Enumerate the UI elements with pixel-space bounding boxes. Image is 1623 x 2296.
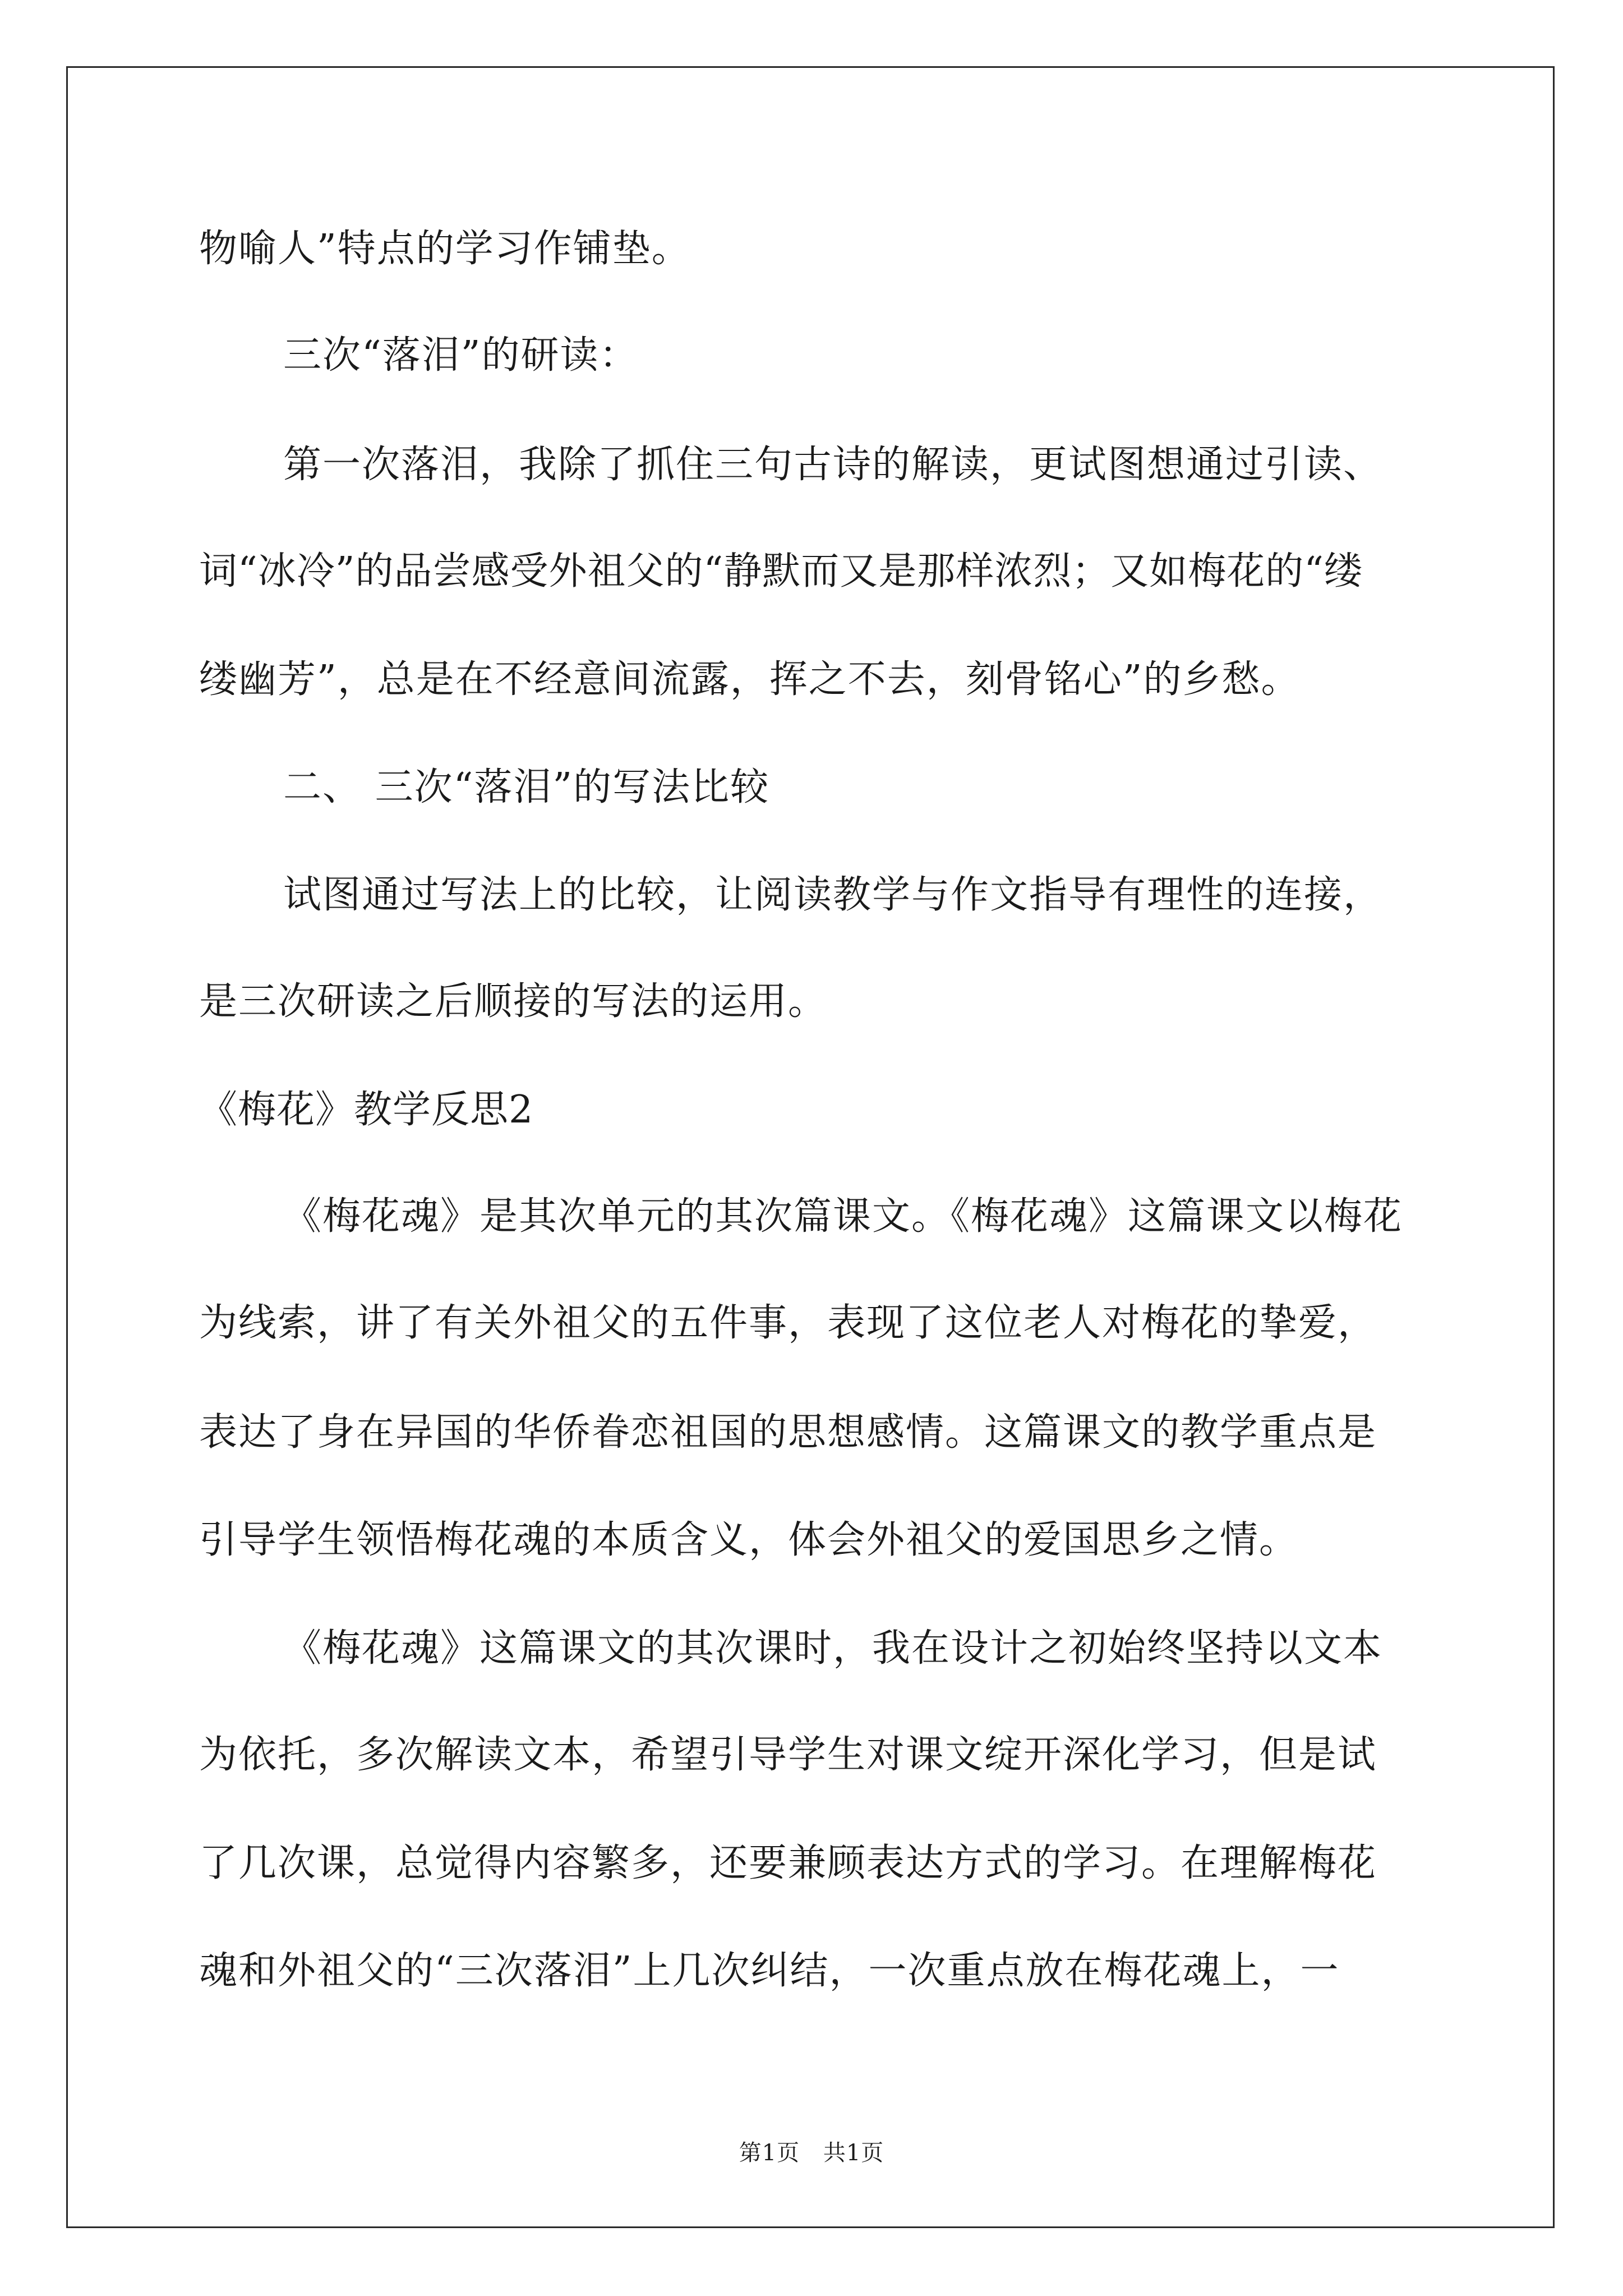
article-title: 《梅花》教学反思2 [199, 1088, 534, 1132]
text-line: 词“冰冷”的品尝感受外祖父的“静默而又是那样浓烈；又如梅花的“缕 [199, 549, 1363, 593]
text-line: 《梅花魂》这篇课文的其次课时，我在设计之初始终坚持以文本 [283, 1626, 1383, 1671]
text-line: 引导学生领悟梅花魂的本质含义，体会外祖父的爱国思乡之情。 [199, 1518, 1299, 1562]
text-line: 魂和外祖父的“三次落泪”上几次纠结，一次重点放在梅花魂上，一 [199, 1949, 1340, 1993]
text-line: 三次“落泪”的研读： [283, 333, 639, 378]
text-line: 为依托，多次解读文本，希望引导学生对课文绽开深化学习，但是试 [199, 1733, 1377, 1777]
page-footer [0, 2135, 1623, 2167]
text-line: 物喻人”特点的学习作铺垫。 [199, 227, 691, 271]
text-line: 《梅花魂》是其次单元的其次篇课文。《梅花魂》这篇课文以梅花 [283, 1194, 1403, 1239]
text-line: 为线索，讲了有关外祖父的五件事，表现了这位老人对梅花的挚爱， [199, 1301, 1377, 1345]
section-heading: 二、 三次“落泪”的写法比较 [283, 765, 770, 809]
text-line: 表达了身在异国的华侨眷恋祖国的思想感情。这篇课文的教学重点是 [199, 1410, 1377, 1455]
text-line: 是三次研读之后顺接的写法的运用。 [199, 979, 828, 1024]
text-line: 缕幽芳”，总是在不经意间流露，挥之不去，刻骨铭心”的乡愁。 [199, 657, 1301, 702]
text-line: 试图通过写法上的比较，让阅读教学与作文指导有理性的连接， [283, 873, 1383, 917]
text-line: 第一次落泪，我除了抓住三句古诗的解读，更试图想通过引读、 [283, 443, 1383, 487]
text-line: 了几次课，总觉得内容繁多，还要兼顾表达方式的学习。在理解梅花 [199, 1841, 1377, 1885]
page-number: 第1页 [739, 2140, 800, 2166]
page-border [66, 66, 1555, 2228]
page-total: 共1页 [823, 2140, 884, 2166]
